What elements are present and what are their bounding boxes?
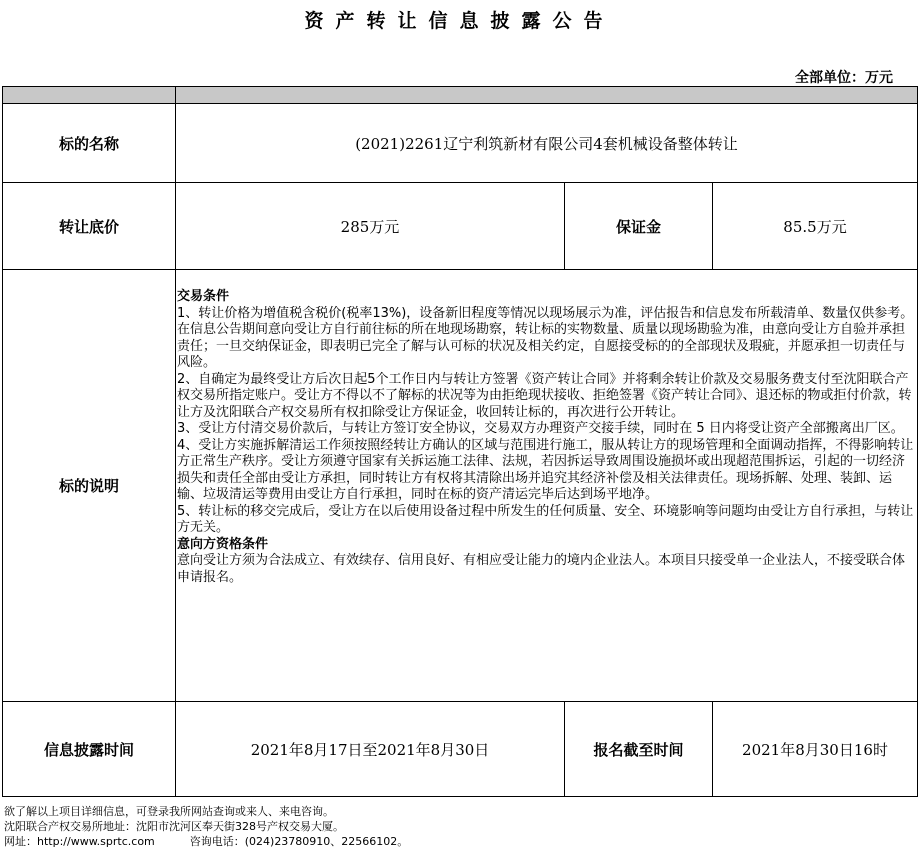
- website-label: 网址：: [4, 835, 37, 848]
- deposit-value: 85.5万元: [783, 217, 847, 236]
- table-header-band: [3, 87, 917, 103]
- footer-contact: [4, 834, 916, 849]
- footer: [4, 804, 916, 849]
- condition-item: 3、受让方付清交易价款后，与转让方签订安全协议，交易双方办理资产交接手续，同时在 5 日内将受让资产全部搬离出厂区。: [177, 421, 904, 436]
- description-label: 标的说明: [58, 477, 119, 495]
- price-label: 转让底价: [58, 217, 119, 236]
- deadline-label: 报名截至时间: [593, 740, 684, 759]
- disclosure-label: 信息披露时间: [43, 740, 134, 759]
- deadline-value: 2021年8月30日16时: [742, 740, 888, 759]
- phone-label: 咨询电话：: [189, 835, 245, 848]
- disclosure-value: 2021年8月17日至2021年8月30日: [250, 740, 490, 759]
- footer-address: 沈阳联合产权交易所地址：沈阳市沈河区奉天街328号产权交易大厦。: [4, 820, 344, 833]
- description-content: [175, 289, 914, 586]
- name-value: (2021)2261辽宁利筑新材有限公司4套机械设备整体转让: [355, 134, 738, 153]
- condition-item: 1、转让价格为增值税含税价(税率13%)，设备新旧程度等情况以现场展示为准，评估报告和信息发布所载清单、数量仅供参考。在信息公告期间意向受让方自行前往标的所在地现场勘察，转让标的实物数量、质量以现场勘验为准，由意向受让方自验并承担责任；一旦交纳保证金，即表明已完全了解与认可标的状况及相关约定，自愿接受标的的全部现状及瑕疵，并愿承担一切责任与风险。: [177, 305, 914, 370]
- condition-item: 5、转让标的移交完成后，受让方在以后使用设备过程中所发生的任何质量、安全、环境影响等问题均由受让方自行承担，与转让方无关。: [177, 503, 914, 535]
- price-value: 285万元: [340, 217, 400, 236]
- footer-line: 欲了解以上项目详细信息，可登录我所网站查询或来人、来电咨询。: [4, 805, 334, 818]
- website-link[interactable]: http://www.sprtc.com: [37, 835, 155, 848]
- page-title: 资产转让信息披露公告: [304, 10, 615, 32]
- trade-conditions-heading: 交易条件: [177, 289, 230, 304]
- name-label: 标的名称: [58, 134, 119, 153]
- qualification-text: 意向受让方须为合法成立、有效续存、信用良好、有相应受让能力的境内企业法人。本项目只接受单一企业法人，不接受联合体申请报名。: [177, 553, 906, 585]
- deposit-label: 保证金: [615, 217, 661, 236]
- condition-item: 4、受让方实施拆解清运工作须按照经转让方确认的区域与范围进行施工，服从转让方的现场管理和全面调动指挥，不得影响转让方正常生产秩序。受让方须遵守国家有关拆运施工法律、法规，若因拆运导致周围设施损坏或出现超范围拆运，引起的一切经济损失和责任全部由受让方承担，同时转让方有权将其清除出场并追究其经济补偿及相关法律责任。现场拆解、处理、装卸、运输、垃圾清运等费用由受让方自行承担，同时在标的资产清运完毕后达到场平地净。: [177, 437, 914, 502]
- spacer: [155, 835, 190, 848]
- phone-number: (024)23780910、22566102。: [244, 835, 409, 848]
- condition-item: 2、自确定为最终受让方后次日起5个工作日内与转让方签署《资产转让合同》并将剩余转让价款及交易服务费支付至沈阳联合产权交易所指定账户。受让方不得以不了解标的状况等为由拒绝现状接收、拒绝签署《资产转让合同》、退还标的物或拒付价款，转让方及沈阳联合产权交易所有权扣除受让方保证金，收回转让标的，再次进行公开转让。: [177, 371, 912, 420]
- qualification-heading: 意向方资格条件: [177, 536, 269, 552]
- unit-note: 全部单位：万元: [795, 70, 893, 86]
